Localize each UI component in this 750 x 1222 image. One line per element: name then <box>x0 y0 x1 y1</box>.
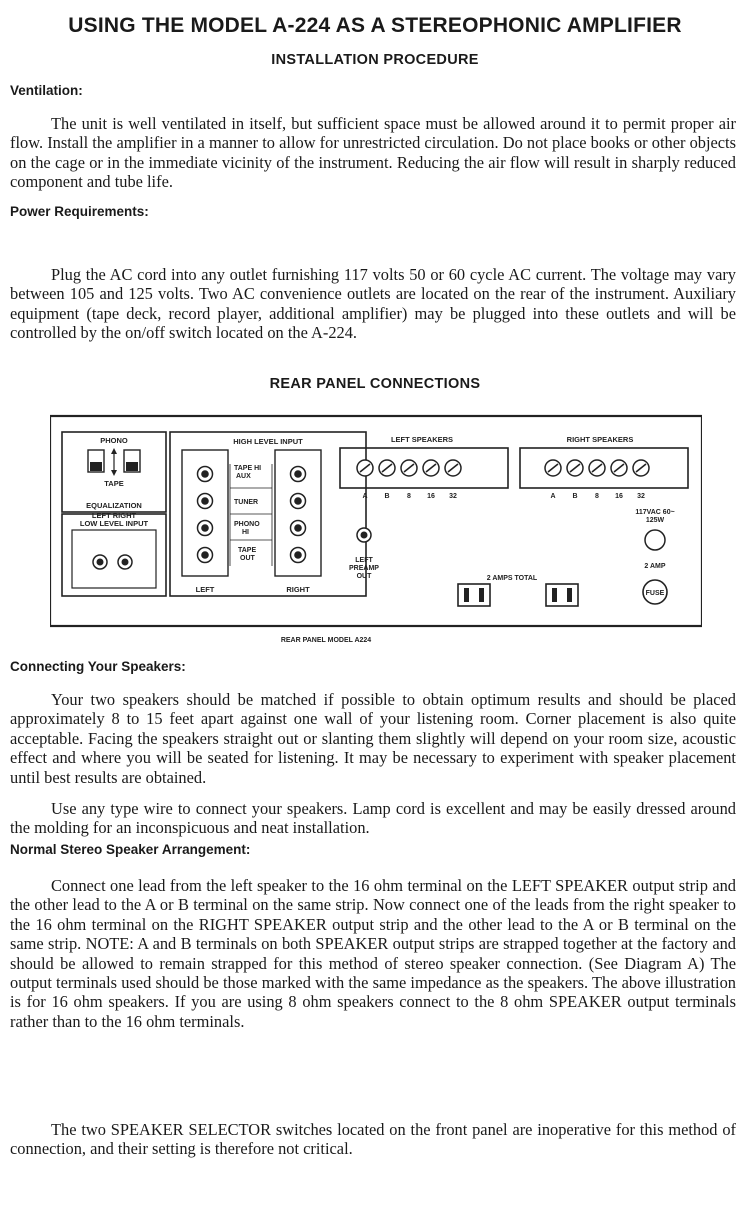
svg-text:A: A <box>550 493 556 500</box>
right-input-label: RIGHT <box>286 585 310 594</box>
input-label-tape-hi: TAPE HI <box>234 465 262 472</box>
equalization-label: EQUALIZATION <box>86 501 142 510</box>
power-text: Plug the AC cord into any outlet furnishing 117 volts 50 or 60 cycle AC current. The voltage may vary between 105 and 125 volts. Two AC convenience outlets are located on the rear of the instrument. Auxiliary equipment (tape deck, record player, additional amplifier) may be plugged into these outlets and will be controlled by the on/off switch located on the A-224. <box>10 265 736 343</box>
input-label-tuner: TUNER <box>234 499 259 506</box>
normal-arrangement-text-2: The two SPEAKER SELECTOR switches located on the front panel are inoperative for this method of connection, and their setting is therefore not critical. <box>10 1120 736 1159</box>
speakers-text-2: Use any type wire to connect your speakers. Lamp cord is excellent and may be easily dressed around the molding for an inconspicuous and neat installation. <box>10 799 736 838</box>
low-level-input-label: LOW LEVEL INPUT <box>79 519 149 528</box>
ac-outlet-1 <box>458 584 490 606</box>
ac-outlet-2 <box>546 584 578 606</box>
power-heading: Power Requirements: <box>10 204 149 219</box>
left-speakers-label: LEFT SPEAKERS <box>390 435 454 444</box>
rear-panel-heading: REAR PANEL CONNECTIONS <box>269 376 481 392</box>
svg-text:16: 16 <box>427 493 435 500</box>
normal-arrangement-heading: Normal Stereo Speaker Arrangement: <box>10 842 251 857</box>
amps-total-label: 2 AMPS TOTAL <box>486 575 538 582</box>
ventilation-text: The unit is well ventilated in itself, but sufficient space must be allowed around it to permit proper air flow. Install the amplifier in a manner to allow for unrestricted circulation. Do not place books or other objects on the cage or in the immediate vicinity of the instrument. Reducing the air flow will result in sharply reduced component and tube life. <box>10 114 736 192</box>
page-subtitle: INSTALLATION PROCEDURE <box>271 52 479 68</box>
phono-label: PHONO <box>100 436 128 445</box>
tape-label: TAPE <box>104 479 124 488</box>
input-label-aux: AUX <box>236 473 251 480</box>
svg-text:LEFT: LEFT <box>355 557 373 564</box>
svg-text:B: B <box>384 493 390 500</box>
svg-text:32: 32 <box>637 493 645 500</box>
svg-text:32: 32 <box>449 493 457 500</box>
right-speakers-label: RIGHT SPEAKERS <box>566 435 634 444</box>
left-right-label: LEFT RIGHT <box>91 511 137 520</box>
speakers-heading: Connecting Your Speakers: <box>10 659 186 674</box>
input-label-out: OUT <box>240 555 255 562</box>
svg-text:8: 8 <box>407 493 411 500</box>
ventilation-heading: Ventilation: <box>10 83 83 98</box>
rear-panel-diagram <box>50 402 702 652</box>
svg-text:8: 8 <box>595 493 599 500</box>
speakers-text-1: Your two speakers should be matched if possible to obtain optimum results and should be placed approximately 8 to 15 feet apart against one wall of your listening room. Corner placement is also quite acceptable. Facing the speakers straight out or slanting them slightly will depend on your room size, acoustic effect and where you will be seated for listening. It may be necessary to experiment with speaker placement until best results are obtained. <box>10 690 736 787</box>
normal-arrangement-text-1: Connect one lead from the left speaker to the 16 ohm terminal on the LEFT SPEAKER output strip and the other lead to the A or B terminal on the same strip. Now connect one of the leads from the right speaker to the 16 ohm terminal on the RIGHT SPEAKER output strip and the other lead to the A or B terminal on the same strip. NOTE: A and B terminals on both SPEAKER output strips are strapped together at the factory and should be allowed to remain strapped for this method of stereo speaker connection. (See Diagram A) The output terminals used should be those marked with the same impedance as the speakers. The above illustration is for 16 ohm speakers. If you are using 8 ohm speakers connect to the 8 ohm SPEAKER output terminals rather than to the 16 ohm terminals. <box>10 876 736 1031</box>
page-title: USING THE MODEL A-224 AS A STEREOPHONIC AMPLIFIER <box>68 14 682 37</box>
input-label-hi: HI <box>242 529 249 536</box>
two-amp-label: 2 AMP <box>644 563 666 570</box>
svg-text:B: B <box>572 493 578 500</box>
fuse-label: FUSE <box>645 590 665 597</box>
high-level-input-label: HIGH LEVEL INPUT <box>233 437 303 446</box>
svg-text:OUT: OUT <box>356 573 372 580</box>
input-label-phono: PHONO <box>234 521 260 528</box>
svg-text:125W: 125W <box>645 517 665 524</box>
svg-text:16: 16 <box>615 493 623 500</box>
diagram-caption: REAR PANEL MODEL A224 <box>280 637 372 644</box>
svg-text:117VAC 60~: 117VAC 60~ <box>635 509 675 516</box>
svg-text:A: A <box>362 493 368 500</box>
input-label-tape: TAPE <box>238 547 257 554</box>
left-input-label: LEFT <box>195 585 215 594</box>
svg-text:PREAMP: PREAMP <box>349 565 379 572</box>
